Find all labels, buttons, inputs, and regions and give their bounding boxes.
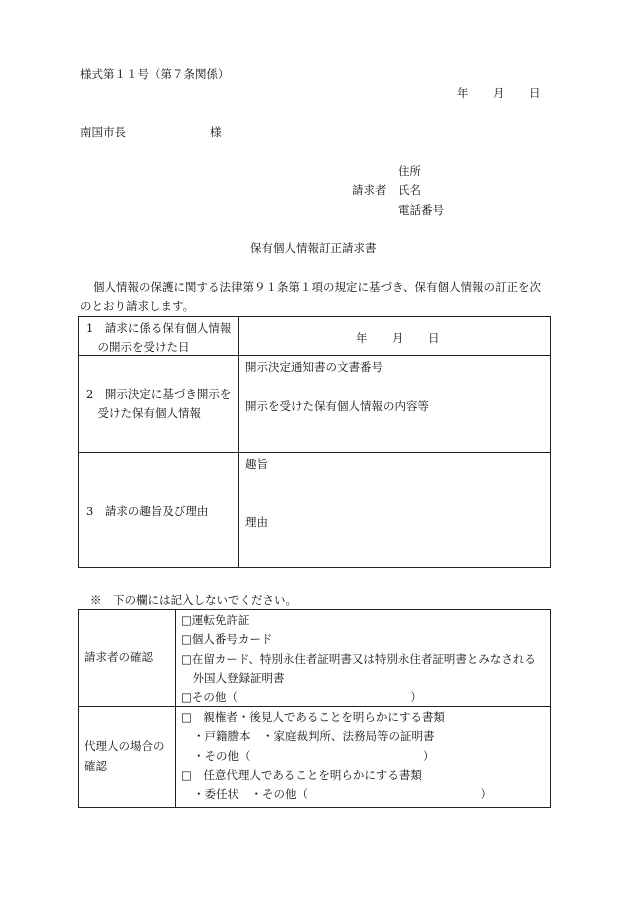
checkbox-voluntary-agent-docs[interactable]: □ 任意代理人であることを明らかにする書類 — [181, 768, 422, 782]
agent-check-label-line2: 確認 — [84, 759, 107, 773]
row1-day: 日 — [428, 331, 440, 345]
row2-label-line1: 2 開示決定に基づき開示を — [86, 387, 232, 401]
addressee-name: 南国市長 — [80, 125, 126, 139]
row1-label-line1: 1 請求に係る保有個人情報 — [86, 321, 232, 335]
row1-label-cell — [79, 317, 239, 356]
date-day-label: 日 — [529, 86, 541, 100]
row1-month: 月 — [392, 331, 404, 345]
row1-label-line2: の開示を受けた日 — [86, 340, 190, 354]
guardian-docs-other: ・その他（ ） — [193, 749, 435, 763]
requester-label: 請求者 — [352, 183, 387, 197]
purpose-reason-field[interactable] — [239, 453, 551, 568]
intro-line-1: 個人情報の保護に関する法律第９１条第１項の規定に基づき、保有個人情報の訂正を次 — [93, 280, 542, 294]
checkbox-residence-card[interactable]: □在留カード、特別永住者証明書又は特別永住者証明書とみなされる — [181, 652, 536, 666]
row3-label-cell — [79, 453, 239, 568]
office-use-note: ※ 下の欄には記入しないでください。 — [90, 593, 297, 607]
row2-content-label: 開示を受けた保有個人情報の内容等 — [245, 399, 429, 413]
row2-label-cell — [79, 356, 239, 453]
agent-check-label-line1: 代理人の場合の — [84, 739, 165, 753]
checkbox-my-number-card[interactable]: □個人番号カード — [181, 632, 273, 646]
name-label: 氏名 — [398, 183, 421, 197]
guardian-docs-examples: ・戸籍謄本 ・家庭裁判所、法務局等の証明書 — [193, 729, 435, 743]
requester-check-options — [176, 610, 551, 707]
row3-purpose-label: 趣旨 — [245, 457, 268, 471]
requester-check-label: 請求者の確認 — [84, 650, 153, 664]
date-month-label: 月 — [493, 86, 505, 100]
document-title: 保有個人情報訂正請求書 — [250, 241, 377, 255]
row3-reason-label: 理由 — [245, 515, 268, 529]
intro-line-2: のとおり請求します。 — [80, 299, 195, 313]
address-label: 住所 — [398, 164, 421, 178]
checkbox-guardian-docs[interactable]: □ 親権者・後見人であることを明らかにする書類 — [181, 710, 445, 724]
addressee-honorific: 様 — [210, 125, 222, 139]
phone-label: 電話番号 — [398, 203, 444, 217]
disclosed-info-field[interactable] — [239, 356, 551, 453]
row3-label: 3 請求の趣旨及び理由 — [86, 504, 209, 518]
row1-year: 年 — [356, 331, 368, 345]
voluntary-agent-docs-examples: ・委任状 ・その他（ ） — [193, 787, 492, 801]
checkbox-drivers-license[interactable]: □運転免許証 — [181, 613, 250, 627]
office-use-table — [78, 609, 551, 808]
agent-check-options — [176, 707, 551, 808]
row2-label-line2: 受けた保有個人情報 — [86, 406, 201, 420]
form-number: 様式第１１号（第７条関係） — [80, 67, 230, 81]
disclosure-date-field[interactable] — [239, 317, 551, 356]
row2-doc-number-label: 開示決定通知書の文書番号 — [245, 360, 383, 374]
checkbox-other-requester[interactable]: □その他（ ） — [181, 690, 422, 704]
agent-check-label-cell — [79, 707, 176, 808]
residence-card-continuation: 外国人登録証明書 — [181, 671, 285, 685]
date-year-label: 年 — [457, 86, 469, 100]
request-table — [78, 316, 551, 568]
requester-check-label-cell — [79, 610, 176, 707]
